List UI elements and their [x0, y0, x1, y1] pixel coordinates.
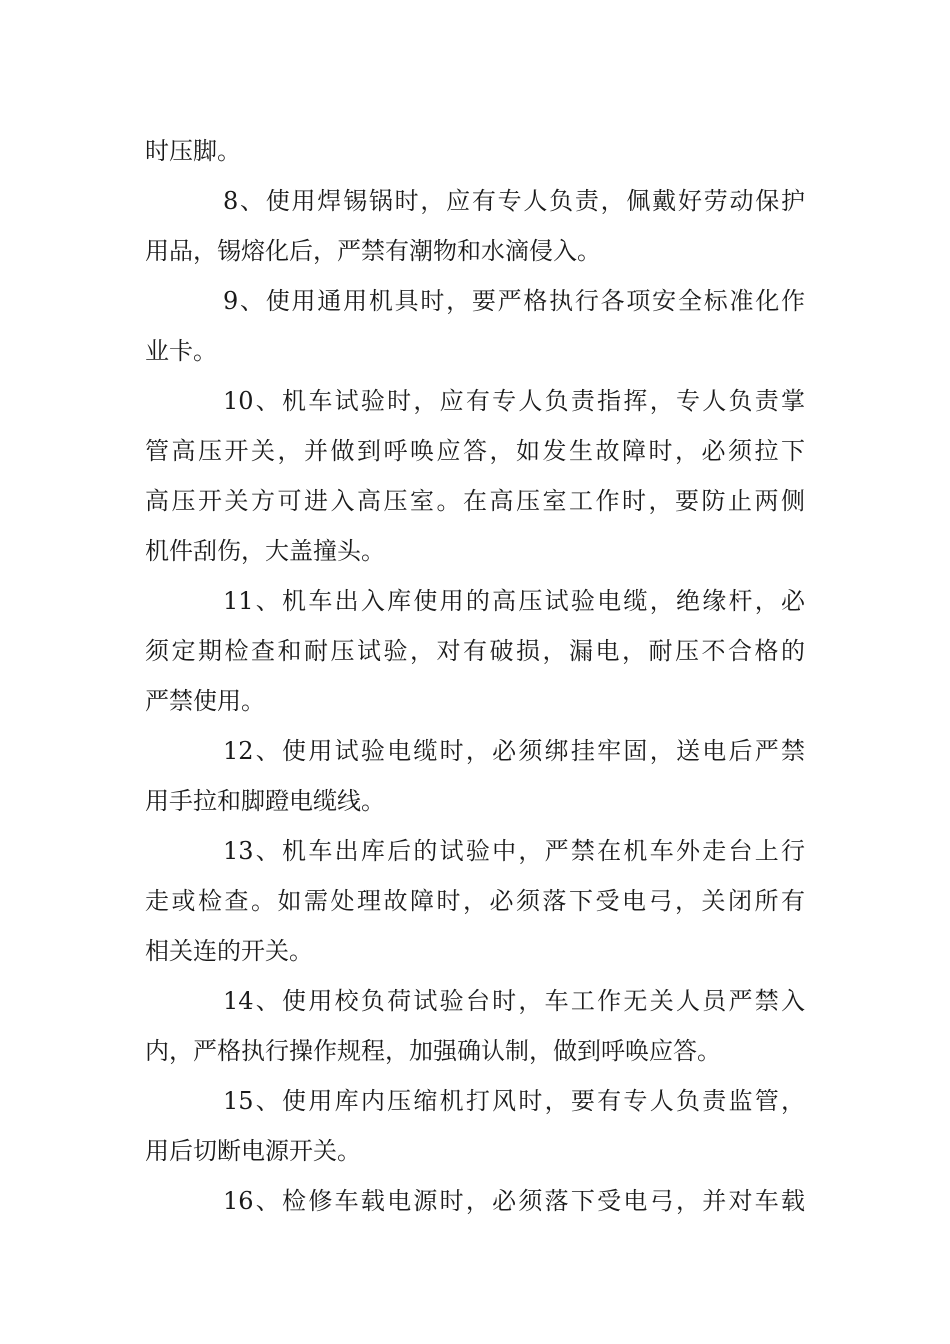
paragraph-9-line-2: 业卡。 — [145, 337, 217, 365]
paragraph-14-line-1: 14、使用校负荷试验台时，车工作无关人员严禁入 — [223, 987, 805, 1015]
paragraph-16-line-1: 16、检修车载电源时，必须落下受电弓，并对车载 — [223, 1187, 805, 1215]
paragraph-12-line-2: 用手拉和脚蹬电缆线。 — [145, 787, 385, 815]
paragraph-11-line-2: 须定期检查和耐压试验，对有破损，漏电，耐压不合格的 — [145, 637, 805, 665]
text-line: 时压脚。 — [145, 137, 241, 165]
paragraph-15-line-1: 15、使用库内压缩机打风时，要有专人负责监管， — [223, 1087, 805, 1115]
paragraph-8-line-2: 用品，锡熔化后，严禁有潮物和水滴侵入。 — [145, 237, 601, 265]
paragraph-10-line-4: 机件刮伤，大盖撞头。 — [145, 537, 385, 565]
paragraph-11-line-3: 严禁使用。 — [145, 687, 265, 715]
paragraph-10-line-2: 管高压开关，并做到呼唤应答，如发生故障时，必须拉下 — [145, 437, 805, 465]
paragraph-9-line-1: 9、使用通用机具时，要严格执行各项安全标准化作 — [223, 287, 805, 315]
paragraph-13-line-2: 走或检查。如需处理故障时，必须落下受电弓，关闭所有 — [145, 887, 805, 915]
paragraph-13-line-1: 13、机车出库后的试验中，严禁在机车外走台上行 — [223, 837, 805, 865]
paragraph-10-line-3: 高压开关方可进入高压室。在高压室工作时，要防止两侧 — [145, 487, 805, 515]
paragraph-11-line-1: 11、机车出入库使用的高压试验电缆，绝缘杆，必 — [223, 587, 805, 615]
paragraph-8-line-1: 8、使用焊锡锅时，应有专人负责，佩戴好劳动保护 — [223, 187, 805, 215]
paragraph-14-line-2: 内，严格执行操作规程，加强确认制，做到呼唤应答。 — [145, 1037, 721, 1065]
paragraph-13-line-3: 相关连的开关。 — [145, 937, 313, 965]
paragraph-12-line-1: 12、使用试验电缆时，必须绑挂牢固，送电后严禁 — [223, 737, 805, 765]
paragraph-15-line-2: 用后切断电源开关。 — [145, 1137, 361, 1165]
paragraph-10-line-1: 10、机车试验时，应有专人负责指挥，专人负责掌 — [223, 387, 805, 415]
